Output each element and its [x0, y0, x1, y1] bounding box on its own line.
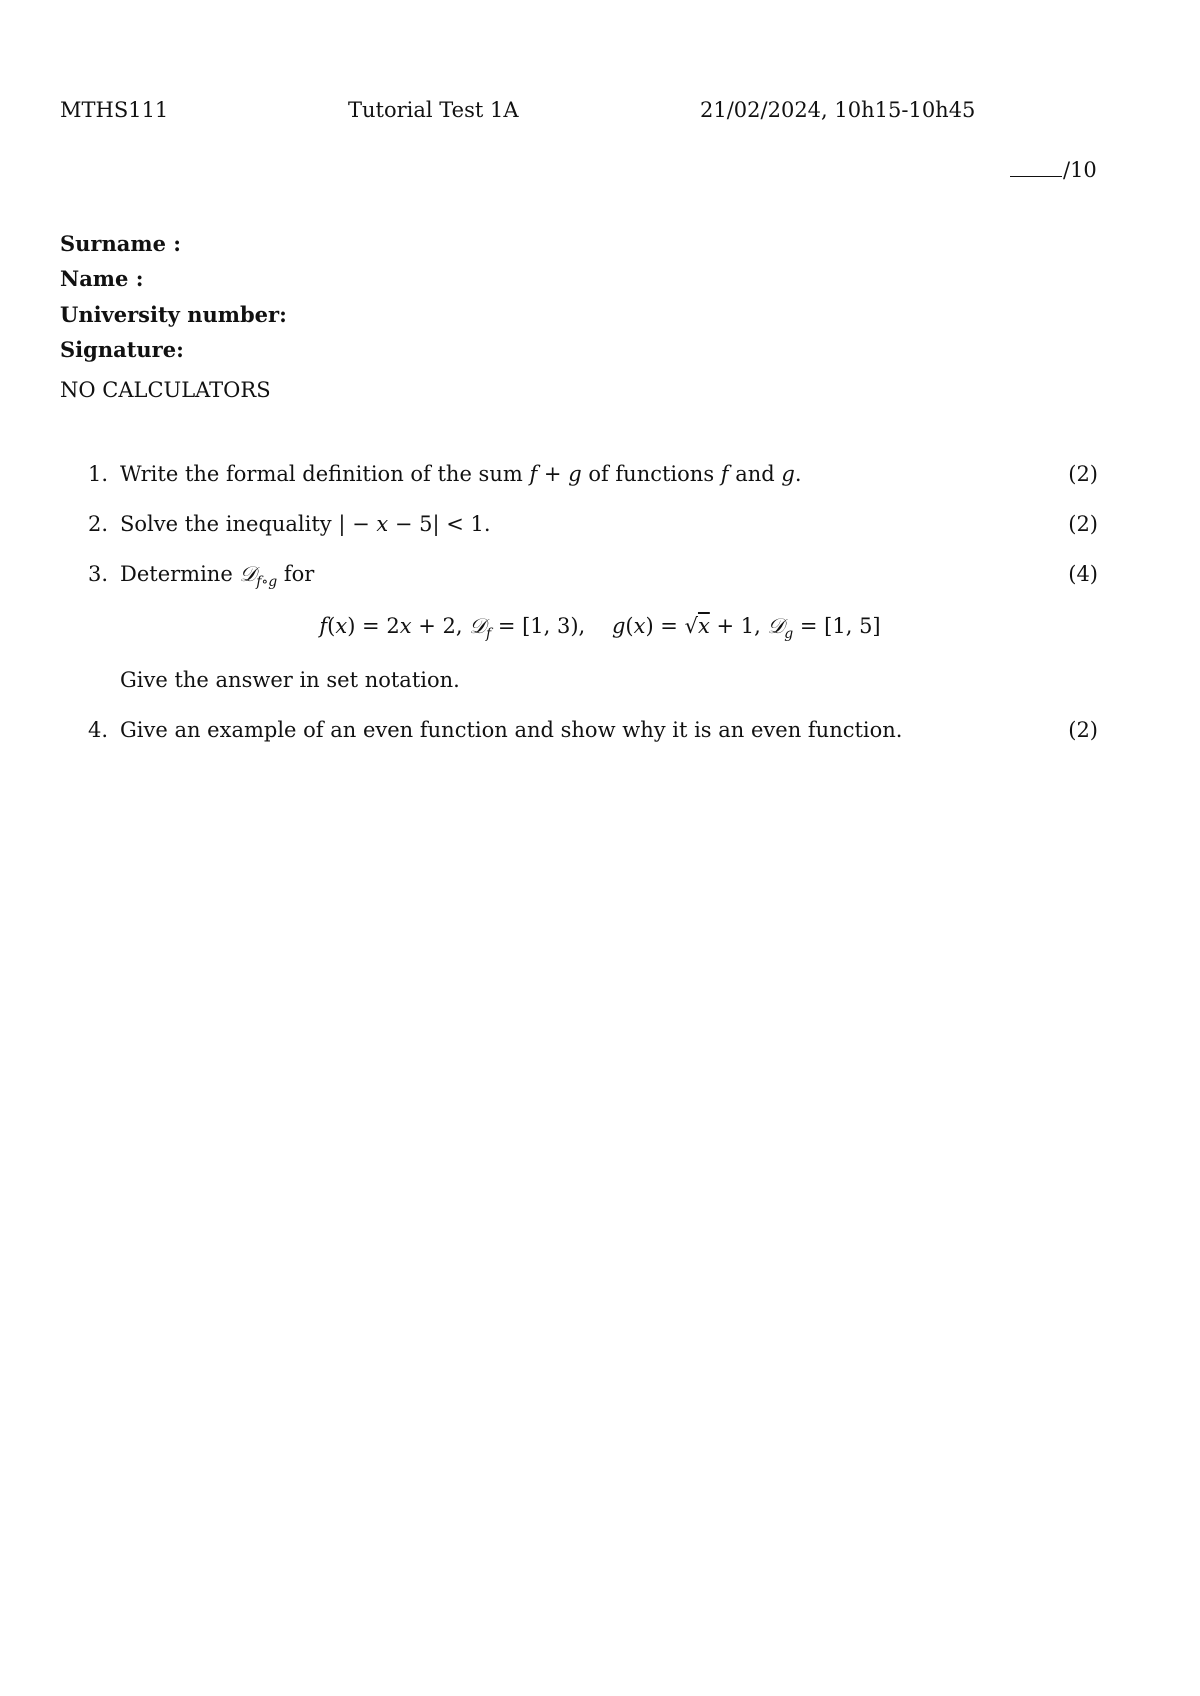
- no-calculators-notice: NO CALCULATORS: [60, 378, 271, 402]
- question-number: 3.: [88, 562, 109, 586]
- surname-label: Surname :: [60, 231, 182, 256]
- name-label: Name :: [60, 266, 144, 291]
- question-marks: (2): [1068, 462, 1098, 486]
- question-number: 2.: [88, 512, 109, 536]
- question-number: 4.: [88, 718, 109, 742]
- question-3-formula: f(x) = 2x + 2, 𝒟$_f$ = [1, 3), g(x) = √x + 1, 𝒟$_g$ = [1, 5]: [319, 614, 881, 643]
- question-marks: (2): [1068, 718, 1098, 742]
- question-text: Determine 𝒟$_{f\circ g}$ for: [120, 562, 315, 591]
- course-code: MTHS111: [60, 98, 169, 122]
- question-number: 1.: [88, 462, 109, 486]
- score-blank-line: [1010, 176, 1062, 177]
- signature-label: Signature:: [60, 337, 184, 362]
- question-text: Give an example of an even function and show why it is an even function.: [120, 718, 903, 742]
- score-total: /10: [1063, 158, 1097, 182]
- university-number-label: University number:: [60, 302, 287, 327]
- question-3-note: Give the answer in set notation.: [120, 668, 460, 692]
- question-marks: (4): [1068, 562, 1098, 586]
- test-datetime: 21/02/2024, 10h15-10h45: [700, 98, 976, 122]
- score-box: [1010, 158, 1097, 182]
- question-text: Write the formal definition of the sum f + g of functions f and g.: [120, 462, 802, 486]
- question-marks: (2): [1068, 512, 1098, 536]
- test-title: Tutorial Test 1A: [348, 98, 519, 122]
- question-text: Solve the inequality | − x − 5| < 1.: [120, 512, 491, 536]
